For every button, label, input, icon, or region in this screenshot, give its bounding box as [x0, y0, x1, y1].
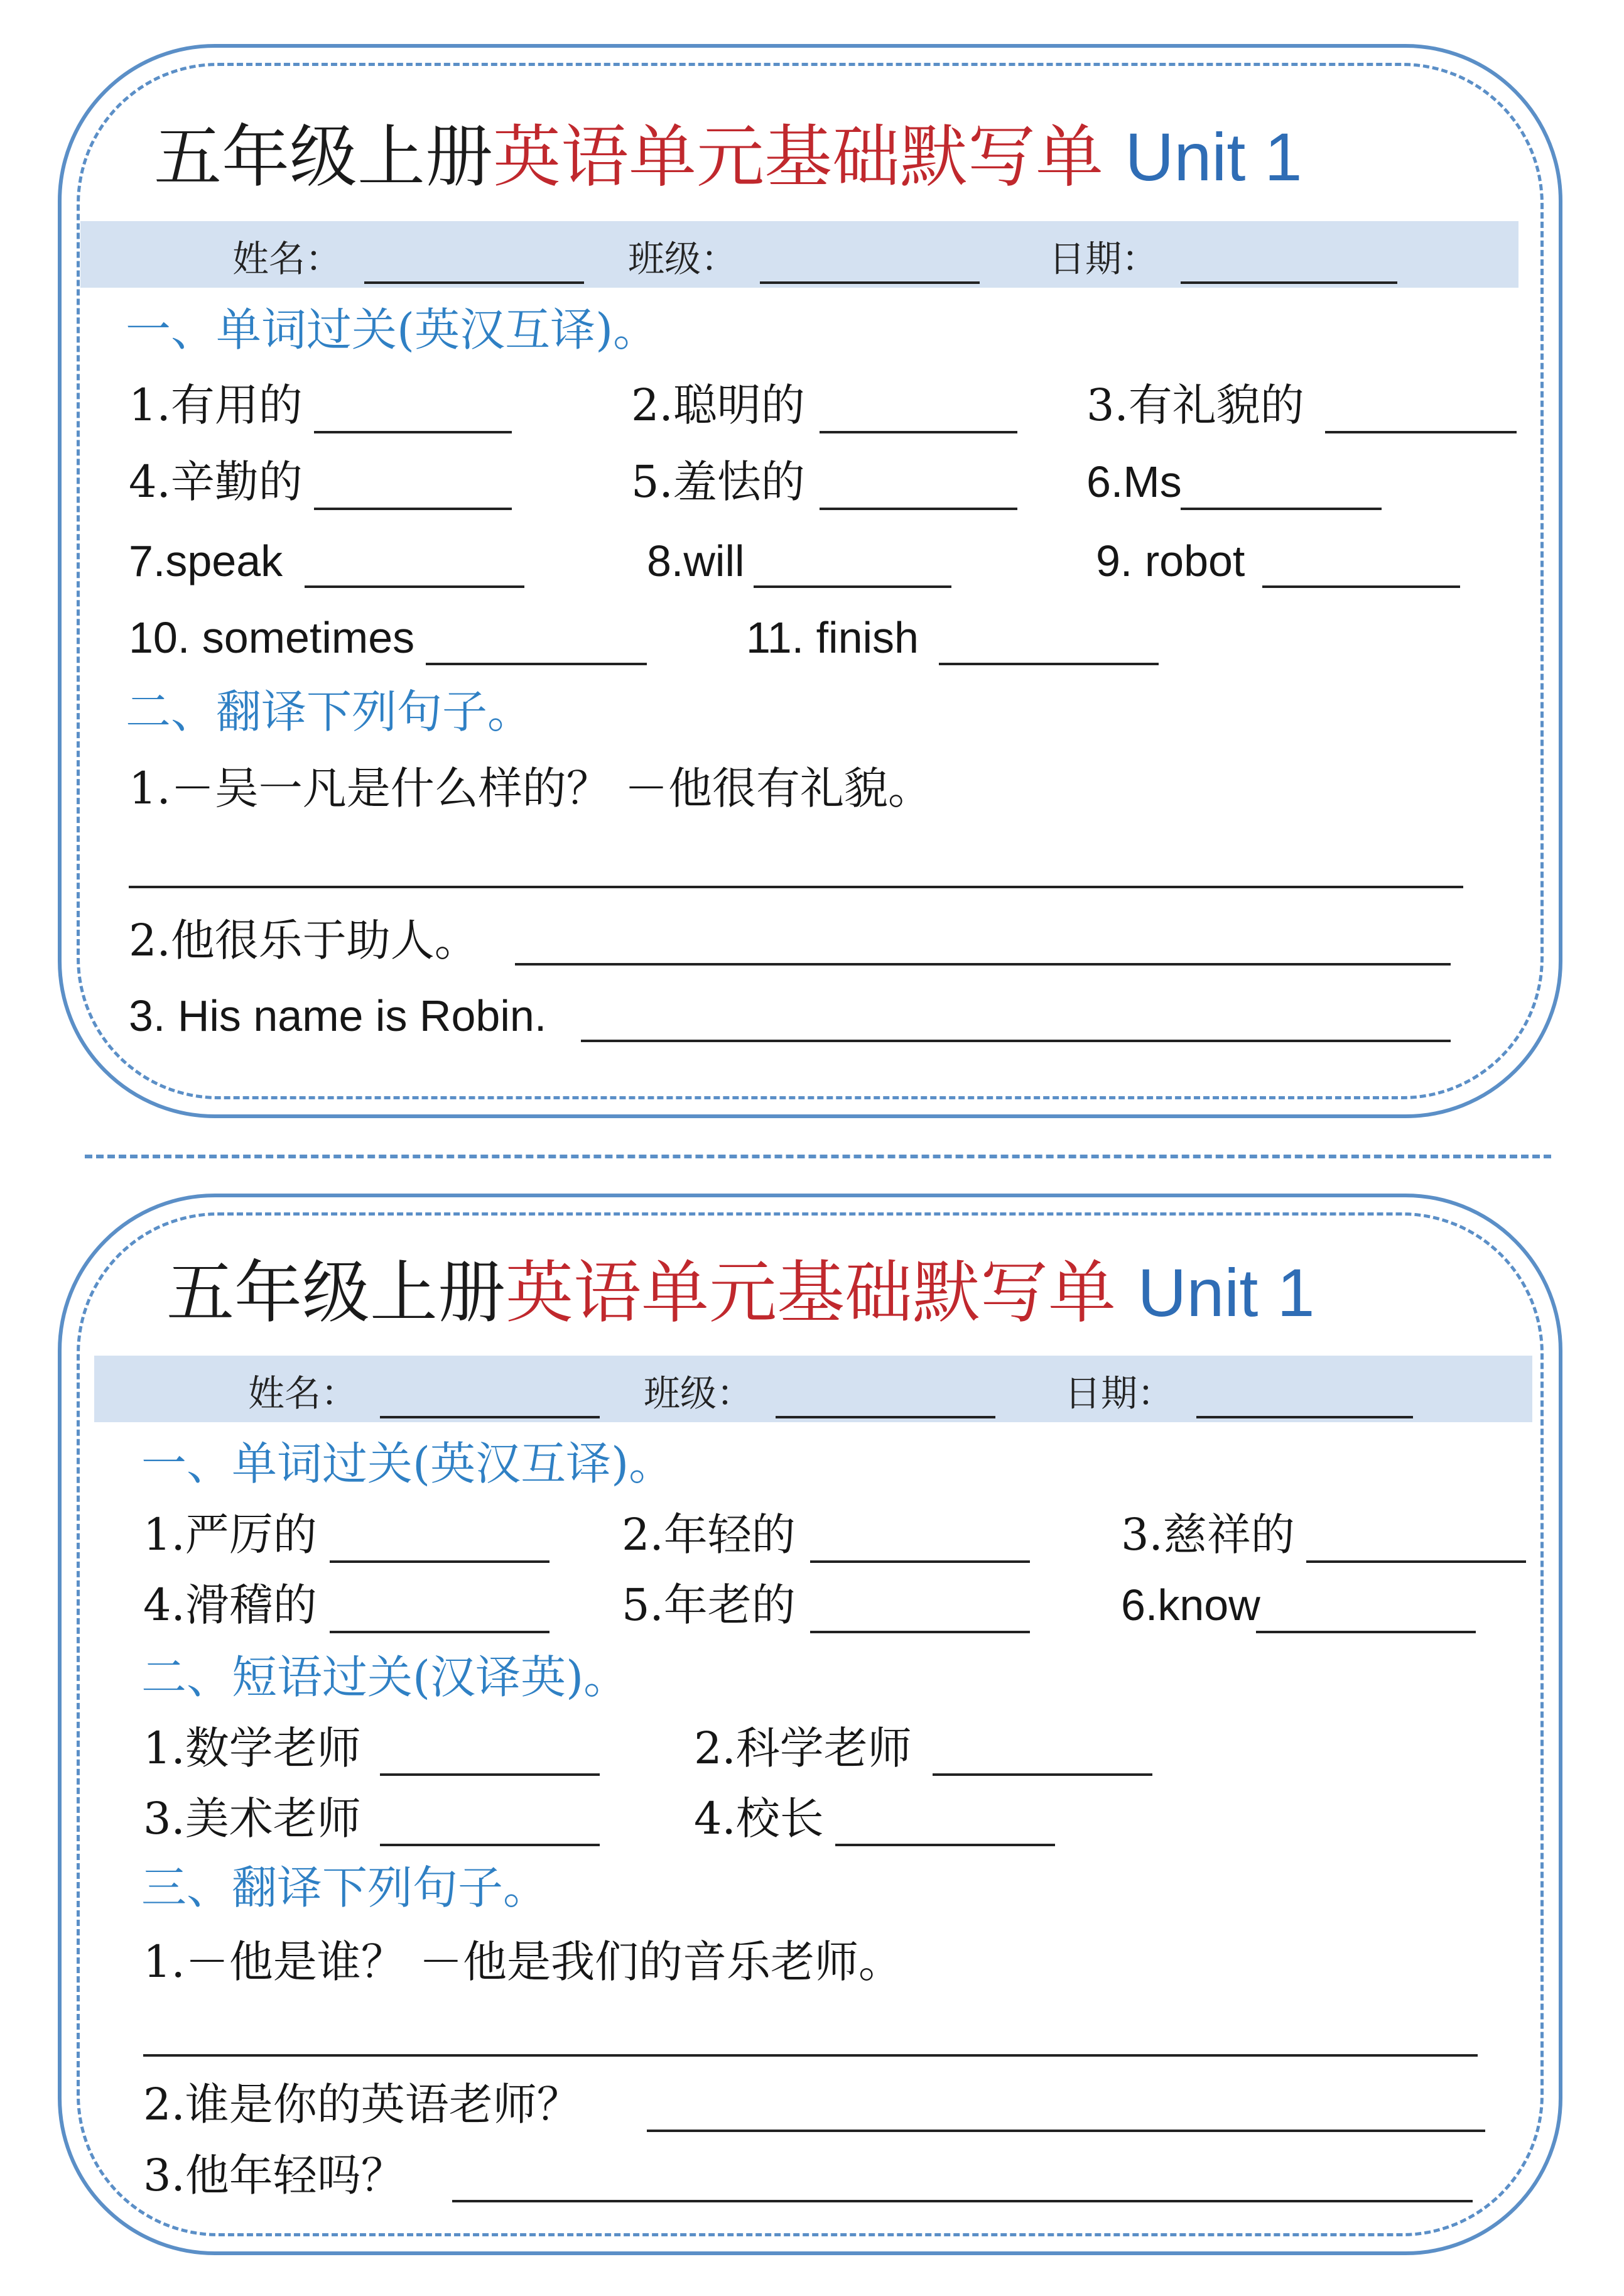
card2-word-5-blank[interactable]	[810, 1631, 1030, 1633]
card2-word-2-blank[interactable]	[810, 1560, 1030, 1563]
card1-date-field[interactable]	[1181, 281, 1397, 284]
card1-section2-heading: 二、翻译下列句子。	[126, 685, 533, 738]
card1-sentence-2: 2.他很乐于助人。	[129, 915, 479, 966]
card2-word-4: 4.滑稽的	[143, 1579, 317, 1631]
card1-word-10-blank[interactable]	[426, 663, 647, 665]
card1-word-1: 1.有用的	[129, 379, 303, 431]
card1-word-7-blank[interactable]	[305, 585, 524, 588]
card2-word-6-blank[interactable]	[1256, 1631, 1476, 1633]
card2-phrase-2: 2.科学老师	[694, 1722, 912, 1774]
card2-date-label: 日期：	[1064, 1372, 1174, 1415]
card1-word-9: 9. robot	[1096, 536, 1245, 585]
card2-name-field[interactable]	[380, 1416, 600, 1418]
card1-sentence-3-answer-line[interactable]	[581, 1040, 1451, 1042]
card2-sentence-1: 1.－他是谁？ －他是我们的音乐老师。	[143, 1936, 903, 1988]
card2-word-2: 2.年轻的	[622, 1509, 796, 1560]
card1-word-2: 2.聪明的	[631, 379, 805, 431]
card1-word-4: 4.辛勤的	[129, 456, 303, 508]
card1-word-7: 7.speak	[129, 536, 283, 585]
card2-title: 五年级上册英语单元基础默写单 Unit 1	[166, 1254, 1315, 1332]
card2-word-6: 6.know	[1121, 1581, 1260, 1630]
card2-sentence-1-answer-line[interactable]	[143, 2054, 1478, 2057]
card2-phrase-3-blank[interactable]	[380, 1844, 600, 1846]
card2-word-4-blank[interactable]	[330, 1631, 549, 1633]
card2-phrase-1: 1.数学老师	[143, 1722, 361, 1774]
card2-word-1-blank[interactable]	[330, 1560, 549, 1563]
card2-phrase-4-blank[interactable]	[835, 1844, 1055, 1846]
card2-sentence-3-answer-line[interactable]	[452, 2200, 1473, 2202]
card2-section3-heading: 三、翻译下列句子。	[141, 1861, 549, 1914]
card2-word-3: 3.慈祥的	[1121, 1509, 1295, 1560]
card1-word-10: 10. sometimes	[129, 613, 415, 662]
card2-word-5: 5.年老的	[622, 1579, 796, 1631]
card2-word-3-blank[interactable]	[1306, 1560, 1526, 1563]
card1-section1-heading: 一、单词过关(英汉互译)。	[126, 303, 659, 356]
card2-date-field[interactable]	[1196, 1416, 1413, 1418]
card1-word-9-blank[interactable]	[1262, 585, 1460, 588]
card2-phrase-2-blank[interactable]	[933, 1773, 1152, 1776]
card2-phrase-4: 4.校长	[694, 1793, 824, 1844]
card2-name-label: 姓名：	[248, 1372, 358, 1415]
card1-word-8-blank[interactable]	[754, 585, 951, 588]
card1-word-6-blank[interactable]	[1181, 508, 1382, 510]
card1-sentence-1-answer-line[interactable]	[129, 886, 1463, 888]
card1-title: 五年级上册英语单元基础默写单 Unit 1	[154, 118, 1302, 197]
card1-word-4-blank[interactable]	[314, 508, 512, 510]
card1-word-5-blank[interactable]	[820, 508, 1017, 510]
card2-section2-heading: 二、短语过关(汉译英)。	[141, 1651, 629, 1704]
card1-sentence-1: 1.－吴一凡是什么样的？ －他很有礼貌。	[129, 763, 933, 814]
card1-class-field[interactable]	[760, 281, 980, 284]
card1-word-11-blank[interactable]	[939, 663, 1159, 665]
card1-sentence-3: 3. His name is Robin.	[129, 991, 547, 1040]
cut-line-divider	[85, 1155, 1551, 1158]
card2-sentence-2-answer-line[interactable]	[647, 2130, 1485, 2132]
card1-word-5: 5.羞怯的	[631, 456, 805, 508]
card1-word-6: 6.Ms	[1086, 457, 1182, 506]
card1-date-label: 日期：	[1049, 237, 1159, 280]
card1-sentence-2-answer-line[interactable]	[515, 963, 1451, 966]
card1-word-8: 8.will	[647, 536, 745, 585]
card1-class-label: 班级：	[628, 237, 738, 280]
card1-word-3-blank[interactable]	[1325, 431, 1517, 433]
card2-phrase-1-blank[interactable]	[380, 1773, 600, 1776]
card2-class-label: 班级：	[644, 1372, 754, 1415]
card1-name-field[interactable]	[364, 281, 584, 284]
card2-phrase-3: 3.美术老师	[143, 1793, 361, 1844]
card1-word-2-blank[interactable]	[820, 431, 1017, 433]
card1-name-label: 姓名：	[232, 237, 342, 280]
card2-class-field[interactable]	[776, 1416, 995, 1418]
card1-word-11: 11. finish	[746, 613, 919, 662]
card2-sentence-2: 2.谁是你的英语老师？	[143, 2079, 581, 2130]
card2-word-1: 1.严厉的	[143, 1509, 317, 1560]
card1-word-3: 3.有礼貌的	[1086, 379, 1304, 431]
card1-word-1-blank[interactable]	[314, 431, 512, 433]
card2-section1-heading: 一、单词过关(英汉互译)。	[141, 1437, 674, 1490]
card2-sentence-3: 3.他年轻吗？	[143, 2150, 405, 2201]
